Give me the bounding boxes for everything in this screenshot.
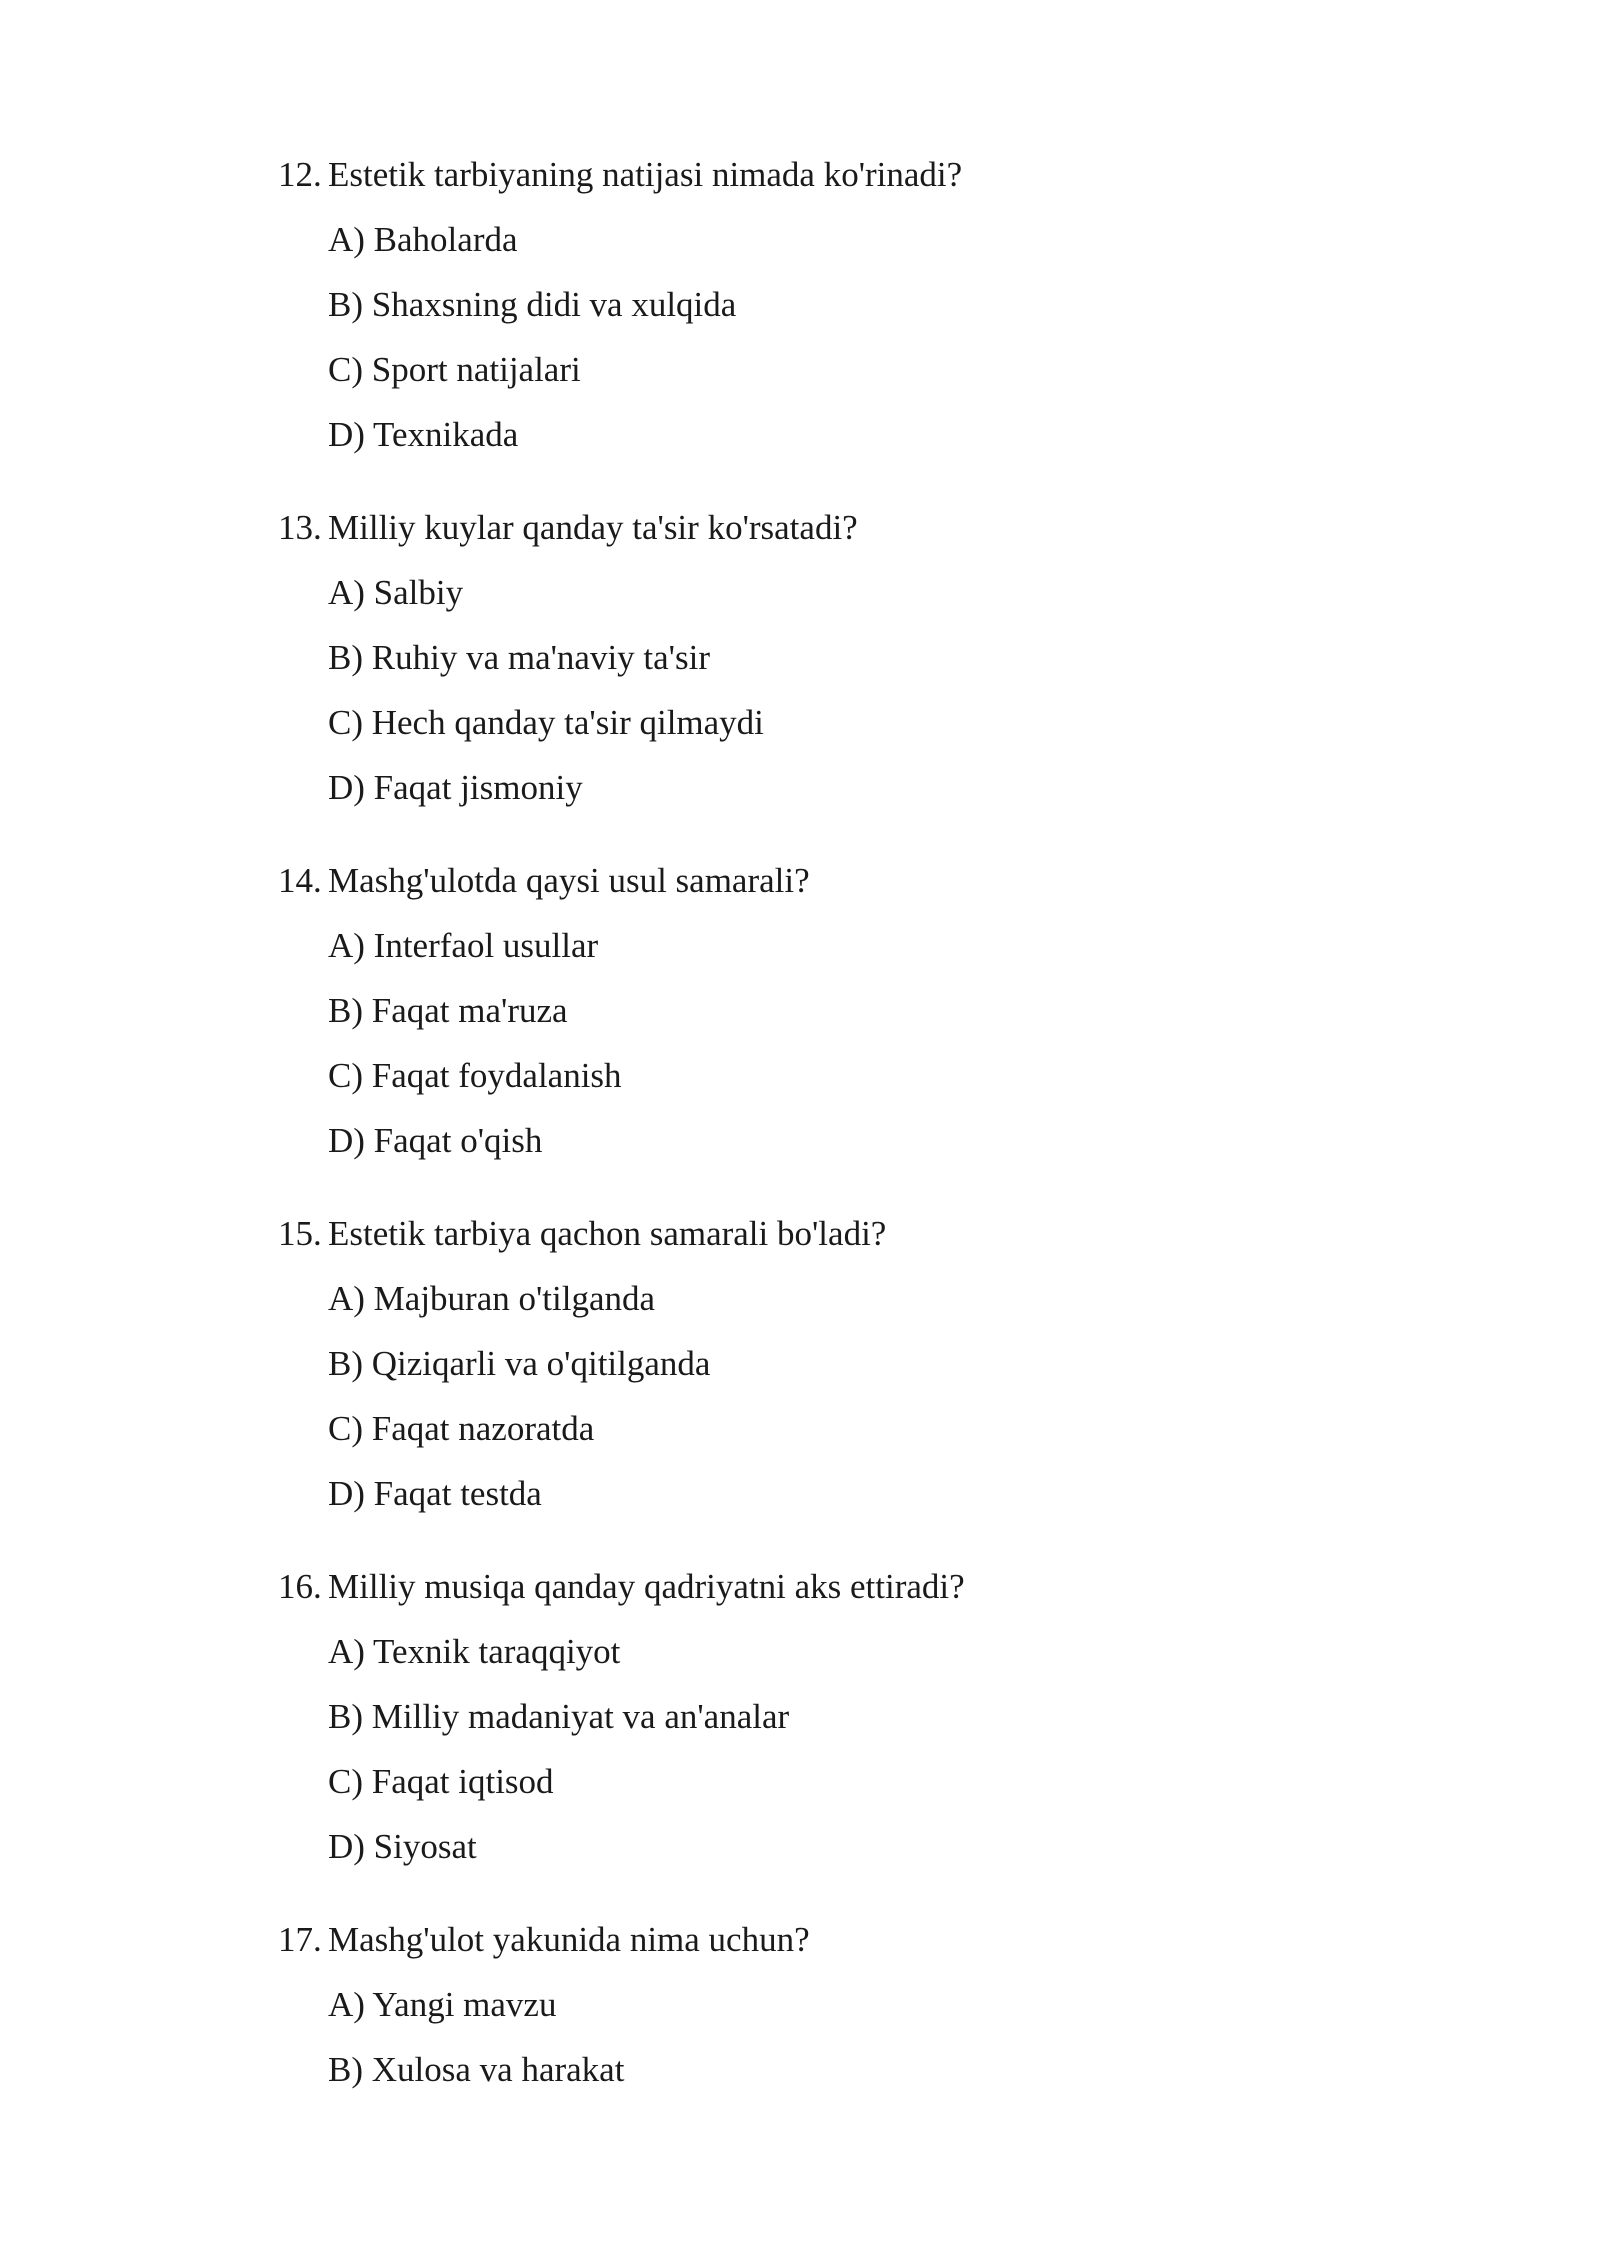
answer-option-b: B) Milliy madaniyat va an'analar: [328, 1697, 790, 1736]
answer-option-c: C) Hech qanday ta'sir qilmaydi: [328, 703, 764, 742]
question-15: [278, 1214, 1378, 1514]
answer-option-b: B) Ruhiy va ma'naviy ta'sir: [328, 638, 710, 677]
question-12: [278, 155, 1378, 455]
question-14: [278, 861, 1378, 1161]
question-title: [278, 1920, 1378, 1960]
answer-option-a: A) Interfaol usullar: [328, 926, 599, 965]
question-13: [278, 508, 1378, 808]
answer-option-a: A) Texnik taraqqiyot: [328, 1632, 621, 1671]
question-text: Mashg'ulot yakunida nima uchun?: [328, 1920, 810, 1959]
question-text: Milliy kuylar qanday ta'sir ko'rsatadi?: [328, 508, 858, 547]
answer-option-d: D) Faqat testda: [328, 1474, 542, 1513]
answer-option-d: D) Faqat o'qish: [328, 1121, 543, 1160]
question-title: [278, 1214, 1378, 1254]
answer-option-c: C) Faqat nazoratda: [328, 1409, 595, 1448]
answer-options: [278, 220, 1378, 455]
question-number: 16.: [278, 1567, 322, 1606]
answer-option-d: D) Faqat jismoniy: [328, 768, 583, 807]
answer-options: [278, 1985, 1378, 2090]
answer-option-c: C) Faqat iqtisod: [328, 1762, 554, 1801]
question-title: [278, 508, 1378, 548]
answer-option-a: A) Salbiy: [328, 573, 464, 612]
answer-option-b: B) Shaxsning didi va xulqida: [328, 285, 737, 324]
answer-options: [278, 1279, 1378, 1514]
question-text: Estetik tarbiya qachon samarali bo'ladi?: [328, 1214, 887, 1253]
answer-option-a: A) Majburan o'tilganda: [328, 1279, 656, 1318]
question-text: Estetik tarbiyaning natijasi nimada ko'rinadi?: [328, 155, 963, 194]
question-title: [278, 1567, 1378, 1607]
answer-option-d: D) Texnikada: [328, 415, 519, 454]
question-title: [278, 861, 1378, 901]
answer-option-d: D) Siyosat: [328, 1827, 477, 1866]
question-number: 14.: [278, 861, 322, 900]
answer-option-a: A) Baholarda: [328, 220, 518, 259]
answer-option-a: A) Yangi mavzu: [328, 1985, 557, 2024]
question-title: [278, 155, 1378, 195]
answer-option-c: C) Sport natijalari: [328, 350, 581, 389]
answer-option-c: C) Faqat foydalanish: [328, 1056, 622, 1095]
question-number: 12.: [278, 155, 322, 194]
question-17: [278, 1920, 1378, 2090]
answer-options: [278, 1632, 1378, 1867]
answer-options: [278, 573, 1378, 808]
question-text: Mashg'ulotda qaysi usul samarali?: [328, 861, 810, 900]
question-text: Milliy musiqa qanday qadriyatni aks ettiradi?: [328, 1567, 965, 1606]
answer-options: [278, 926, 1378, 1161]
question-number: 15.: [278, 1214, 322, 1253]
question-number: 17.: [278, 1920, 322, 1959]
question-16: [278, 1567, 1378, 1867]
answer-option-b: B) Faqat ma'ruza: [328, 991, 568, 1030]
answer-option-b: B) Xulosa va harakat: [328, 2050, 625, 2089]
question-number: 13.: [278, 508, 322, 547]
answer-option-b: B) Qiziqarli va o'qitilganda: [328, 1344, 711, 1383]
